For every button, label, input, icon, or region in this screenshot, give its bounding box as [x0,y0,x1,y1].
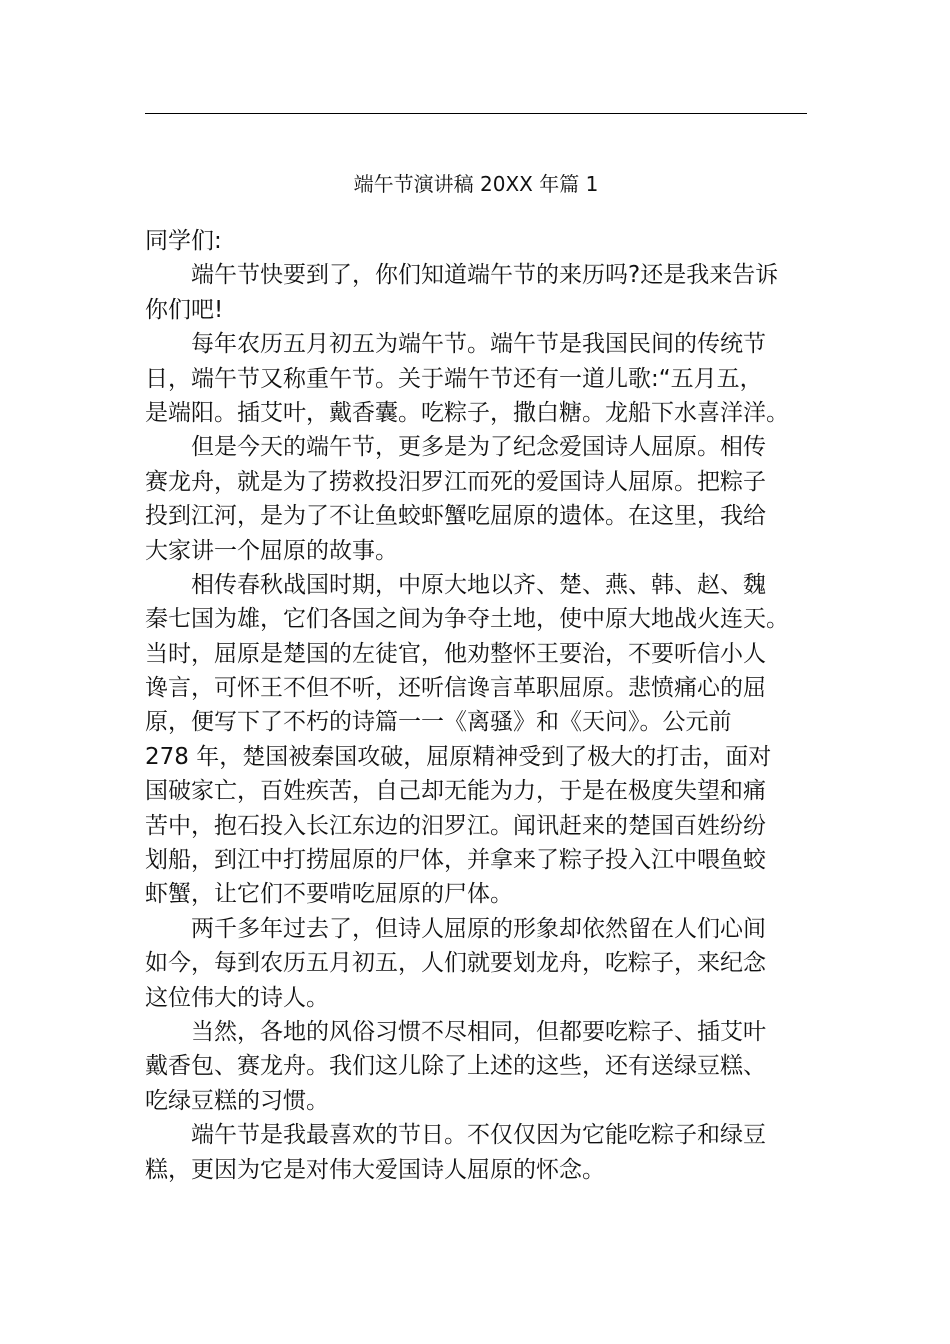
text-line: 两千多年过去了，但诗人屈原的形象却依然留在人们心间 [191,915,766,942]
text-line: 每年农历五月初五为端午节。端午节是我国民间的传统节 [191,331,766,358]
text-line: 278 年，楚国被秦国攻破，屈原精神受到了极大的打击，面对 [145,743,772,770]
document-title: 端午节演讲稿 20XX 年篇 1 [353,172,599,196]
text-line: 日，端午节又称重午节。关于端午节还有一道儿歌:“五月五， [145,365,763,392]
text-line: 划船，到江中打捞屈原的尸体，并拿来了粽子投入江中喂鱼蛟 [145,847,766,874]
text-line: 是端阳。插艾叶，戴香囊。吃粽子，撒白糖。龙船下水喜洋洋。 [145,399,789,426]
text-line: 你们吧! [145,296,224,323]
text-line: 同学们: [145,228,222,254]
text-line: 国破家亡，百姓疾苦，自己却无能为力，于是在极度失望和痛 [145,778,766,805]
text-line: 投到江河，是为了不让鱼蛟虾蟹吃屈原的遗体。在这里，我给 [145,503,766,530]
text-line: 端午节是我最喜欢的节日。不仅仅因为它能吃粽子和绿豆 [191,1122,766,1149]
text-line: 吃绿豆糕的习惯。 [145,1087,329,1114]
text-line: 大家讲一个屈原的故事。 [145,537,398,564]
header-rule [145,113,807,114]
text-line: 相传春秋战国时期，中原大地以齐、楚、燕、韩、赵、魏 [191,571,766,598]
text-line: 原，便写下了不朽的诗篇一一《离骚》和《天问》。公元前 [145,709,732,736]
text-line: 虾蟹，让它们不要啃吃屈原的尸体。 [145,881,513,908]
document-body [145,224,807,1187]
text-line: 当时，屈原是楚国的左徒官，他劝整怀王要治，不要听信小人 [145,640,766,667]
text-line: 如今，每到农历五月初五，人们就要划龙舟，吃粽子，来纪念 [145,950,766,977]
text-line: 当然，各地的风俗习惯不尽相同，但都要吃粽子、插艾叶 [191,1018,766,1045]
text-line: 糕，更因为它是对伟大爱国诗人屈原的怀念。 [145,1156,605,1183]
text-line: 苦中，抱石投入长江东边的汨罗江。闻讯赶来的楚国百姓纷纷 [145,812,766,839]
text-line: 谗言，可怀王不但不听，还听信谗言革职屈原。悲愤痛心的屈 [145,675,766,702]
text-line: 戴香包、赛龙舟。我们这儿除了上述的这些，还有送绿豆糕、 [145,1053,766,1080]
text-line: 赛龙舟，就是为了捞救投汨罗江而死的爱国诗人屈原。把粽子 [145,468,766,495]
text-line: 但是今天的端午节，更多是为了纪念爱国诗人屈原。相传 [191,434,766,461]
text-line: 这位伟大的诗人。 [145,984,329,1011]
text-line: 秦七国为雄，它们各国之间为争夺土地，使中原大地战火连天。 [145,606,789,633]
text-line: 端午节快要到了，你们知道端午节的来历吗?还是我来告诉 [191,262,779,289]
